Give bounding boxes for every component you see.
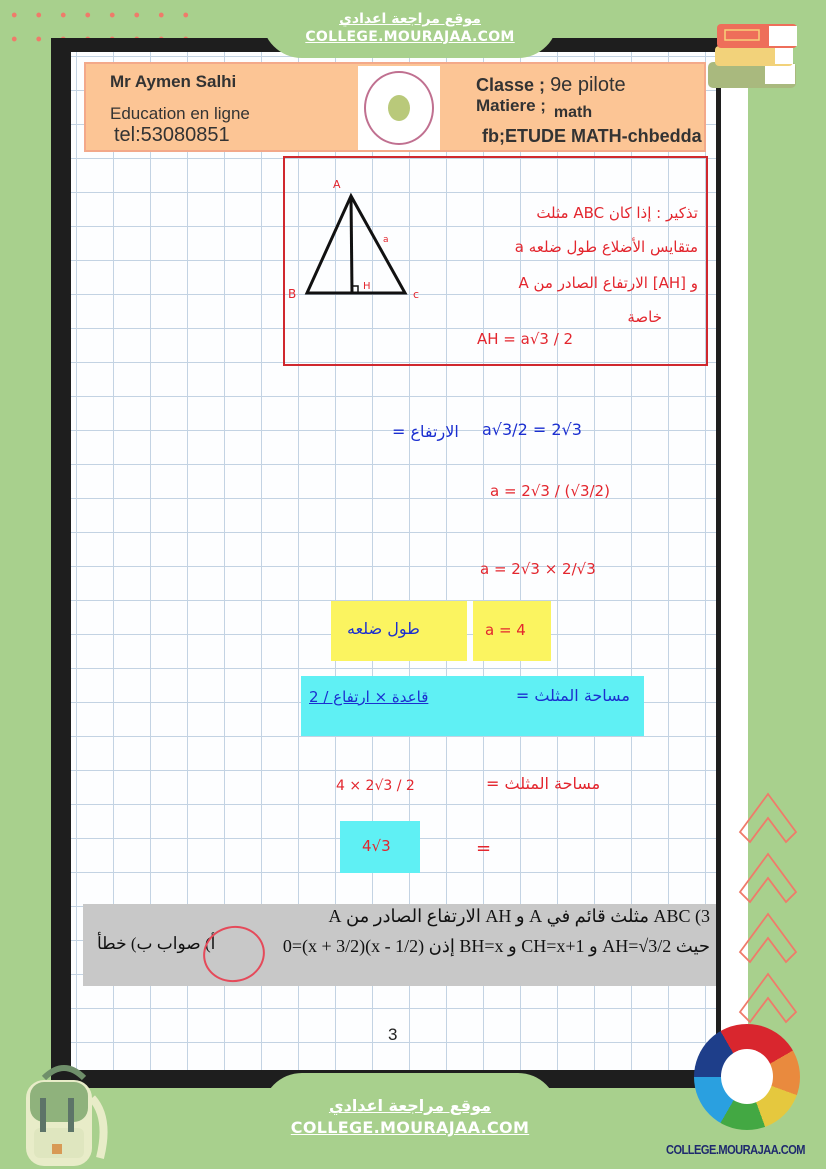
tree-icon bbox=[388, 95, 410, 121]
page-number: 3 bbox=[388, 1025, 398, 1044]
step3-equation: a = 2√3 × 2/√3 bbox=[480, 560, 596, 578]
footer-site-link[interactable]: COLLEGE.MOURAJAA.COM bbox=[290, 1118, 530, 1137]
step2-equation: a = 2√3 / (√3/2) bbox=[490, 482, 610, 500]
books-icon bbox=[703, 14, 803, 94]
banner-site-link[interactable]: COLLEGE.MOURAJAA.COM bbox=[305, 29, 515, 45]
footer-logo-url[interactable]: COLLEGE.MOURAJAA.COM bbox=[666, 1142, 805, 1157]
class-info: Classe ; 9e pilote bbox=[476, 74, 626, 96]
teacher-name: Mr Aymen Salhi bbox=[110, 72, 237, 91]
banner-arabic-title[interactable]: موقع مراجعة اعدادي bbox=[339, 11, 481, 27]
area-calculation: 4 × 2√3 / 2 bbox=[336, 778, 415, 794]
area-formula-left: مساحة المثلث = bbox=[515, 686, 630, 705]
altitude-formula: AH = a√3 / 2 bbox=[477, 330, 574, 348]
svg-text:B: B bbox=[288, 287, 297, 301]
teacher-phone: tel:53080851 bbox=[114, 124, 230, 146]
header-subtitle: Education en ligne bbox=[110, 104, 250, 123]
side-length-value: a = 4 bbox=[485, 621, 526, 639]
area-equals-sign: = bbox=[476, 838, 492, 859]
answer-options[interactable]: أ) صواب ب) خطأ bbox=[97, 934, 216, 953]
reminder-line-3: و [AH] الارتفاع الصادر من A bbox=[518, 274, 698, 292]
school-logo bbox=[358, 66, 440, 150]
footer-arabic-title[interactable]: موقع مراجعة اعدادي bbox=[328, 1096, 492, 1115]
chevron-up-icon bbox=[738, 852, 798, 912]
side-length-label-highlight bbox=[331, 601, 467, 661]
area-formula-highlight bbox=[301, 676, 644, 736]
exercise-question bbox=[83, 904, 716, 986]
side-length-label: طول ضلعه bbox=[347, 619, 420, 638]
bottom-banner bbox=[262, 1073, 558, 1169]
exercise-line-1: 3) ABC مثلث قائم في A و AH الارتفاع الصادر من A bbox=[328, 906, 710, 926]
svg-text:A: A bbox=[333, 178, 341, 191]
svg-text:c: c bbox=[413, 288, 420, 301]
svg-text:H: H bbox=[363, 281, 371, 292]
reminder-box bbox=[283, 156, 708, 366]
step1-label: الارتفاع = bbox=[392, 422, 459, 441]
step1-equation: a√3/2 = 2√3 bbox=[482, 420, 582, 439]
chevron-up-icon bbox=[738, 972, 798, 1032]
subjects-wheel-logo bbox=[694, 1024, 800, 1130]
side-length-value-highlight bbox=[473, 601, 551, 661]
facebook-page: fb;ETUDE MATH-chbedda bbox=[482, 126, 702, 146]
reminder-line-2: متقايس الأضلاع طول ضلعه a bbox=[514, 238, 698, 256]
area-result-highlight bbox=[340, 821, 420, 873]
selected-answer-circle bbox=[198, 920, 270, 988]
reminder-line-4: خاصة bbox=[627, 308, 662, 326]
chevron-up-icon bbox=[738, 912, 798, 972]
chevron-up-icon bbox=[738, 792, 798, 852]
seal-icon bbox=[364, 71, 434, 145]
reminder-line-1: تذكير : إذا كان ABC مثلث bbox=[536, 204, 698, 222]
document-header bbox=[84, 62, 706, 152]
area-result: 4√3 bbox=[362, 837, 391, 855]
exercise-line-2: حيث AH=√3/2 و CH=x+1 و BH=x إذن (x - 1/2)(x + 3/2)=0 bbox=[282, 936, 710, 956]
area-label: مساحة المثلث = bbox=[486, 774, 601, 793]
subject-info: Matiere ; math bbox=[476, 96, 593, 121]
area-formula-right: قاعدة × ارتفاع / 2 bbox=[309, 688, 429, 706]
svg-text:a: a bbox=[383, 235, 389, 245]
top-banner bbox=[262, 0, 558, 58]
backpack-icon bbox=[14, 1058, 114, 1168]
